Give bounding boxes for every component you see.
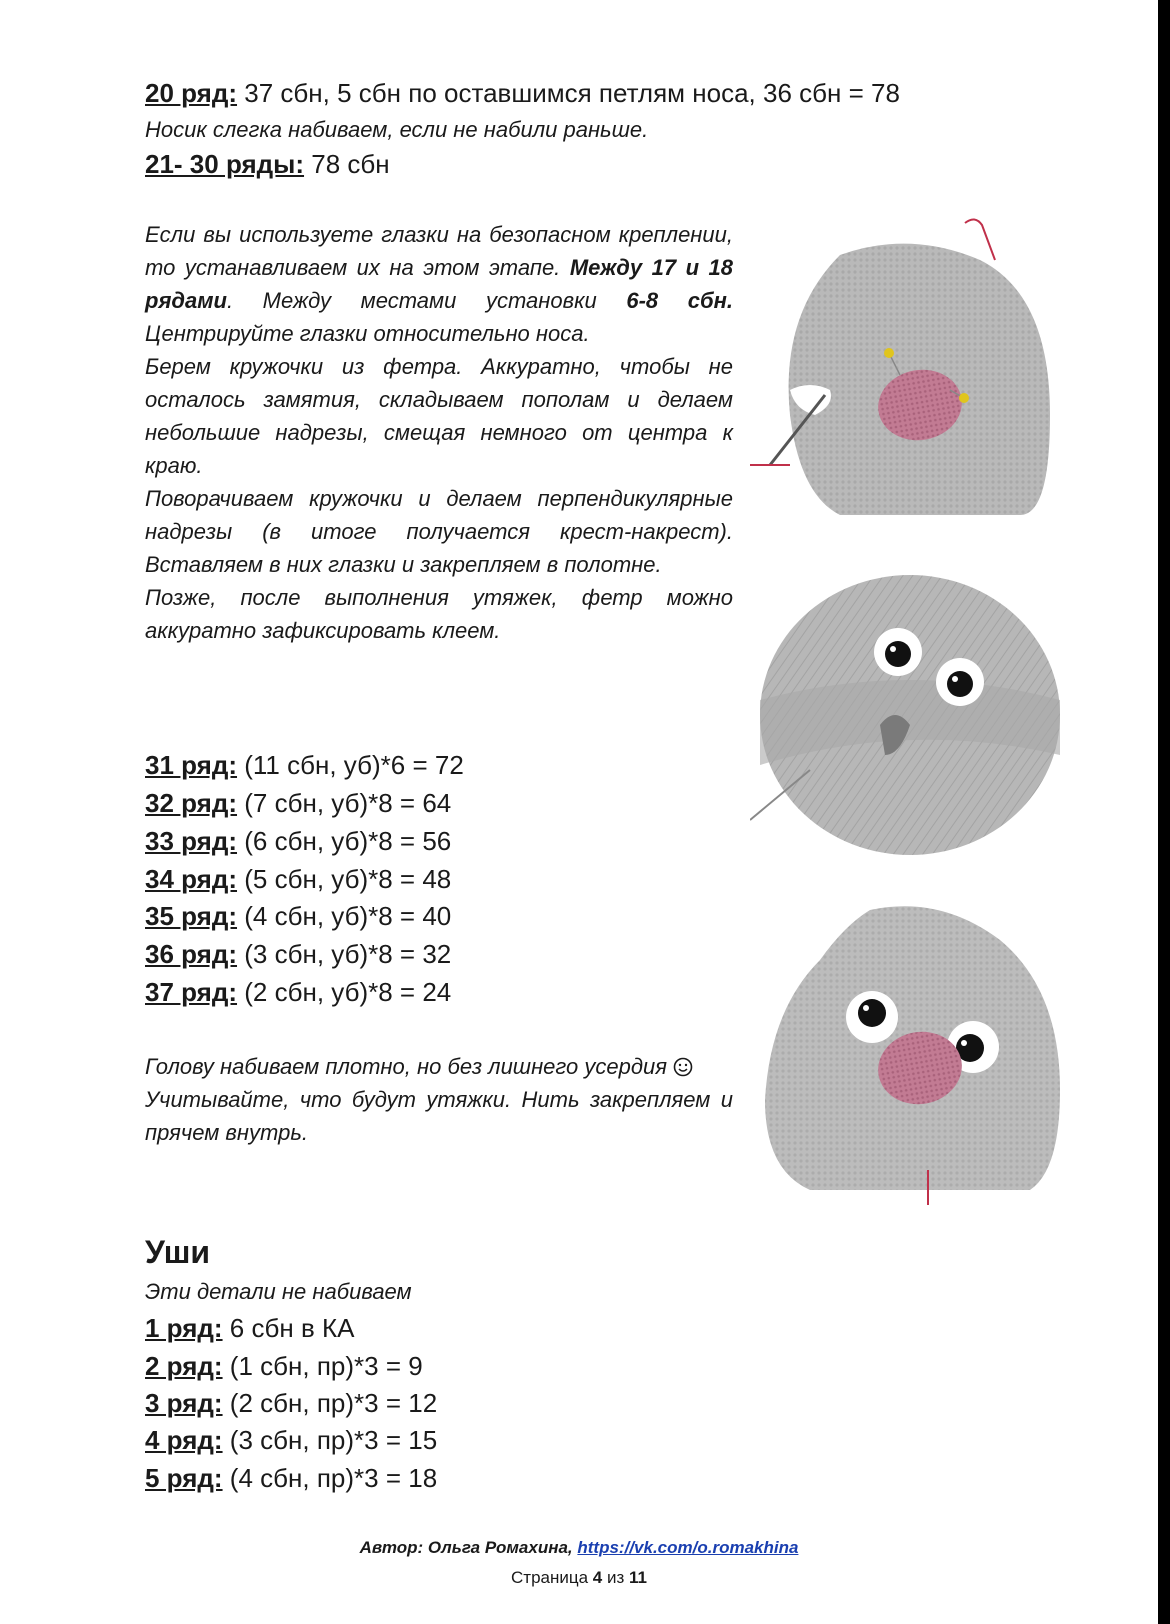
row-text: (2 сбн, пр)*3 = 12	[222, 1388, 438, 1418]
eyes-p3: Поворачиваем кружочки и делаем перпендикулярные надрезы (в итоге получается крест-накрест). Вставляем в них глазки и закрепляем в полотне.	[145, 486, 733, 577]
row-text: 6 сбн в КА	[222, 1313, 355, 1343]
row-32	[145, 787, 451, 819]
photo-yarn-ball-eyes	[750, 570, 1080, 860]
rows-21-30	[145, 148, 390, 180]
row-label: 1 ряд:	[145, 1313, 223, 1343]
row-label: 3 ряд:	[145, 1388, 223, 1418]
row-label: 35 ряд:	[145, 901, 238, 931]
stuffing-p1	[145, 1050, 733, 1083]
row-text: (7 сбн, уб)*8 = 64	[237, 788, 452, 818]
row-label: 20 ряд:	[145, 78, 238, 108]
eyes-p2: Берем кружочки из фетра. Аккуратно, чтобы не осталось замятия, складываем пополам и делаем небольшие надрезы, смещая немного от центра к краю.	[145, 354, 733, 478]
row-text: (2 сбн, уб)*8 = 24	[237, 977, 452, 1007]
ear-row-5	[145, 1462, 437, 1494]
ear-row-3	[145, 1387, 437, 1419]
ear-row-2	[145, 1350, 423, 1382]
row-text: (4 сбн, пр)*3 = 18	[222, 1463, 438, 1493]
row-20	[145, 77, 900, 109]
page-prefix: Страница	[511, 1568, 593, 1587]
ears-heading: Уши	[145, 1234, 211, 1270]
eyes-p4: Позже, после выполнения утяжек, фетр можно аккуратно зафиксировать клеем.	[145, 585, 733, 643]
row-label: 32 ряд:	[145, 788, 238, 818]
row-35	[145, 900, 451, 932]
row-37	[145, 976, 451, 1008]
page-middle: из	[602, 1568, 629, 1587]
row-label: 37 ряд:	[145, 977, 238, 1007]
row-33	[145, 825, 451, 857]
row-label: 34 ряд:	[145, 864, 238, 894]
nose-note: Носик слегка набиваем, если не набили раньше.	[145, 117, 649, 142]
page-current: 4	[592, 1568, 603, 1587]
text: . Между местами установки	[226, 288, 627, 313]
row-text: (1 сбн, пр)*3 = 9	[222, 1351, 423, 1381]
emphasis: 6-8 сбн.	[626, 288, 734, 313]
stuffing-p2: Учитывайте, что будут утяжки. Нить закрепляем и прячем внутрь.	[145, 1087, 733, 1145]
row-label: 31 ряд:	[145, 750, 238, 780]
row-label: 5 ряд:	[145, 1463, 223, 1493]
footer-page-number	[0, 1568, 1158, 1588]
row-36	[145, 938, 451, 970]
photo-head-with-nose	[750, 215, 1080, 535]
ear-row-4	[145, 1424, 437, 1456]
row-label: 2 ряд:	[145, 1351, 223, 1381]
eyes-instructions	[145, 218, 733, 647]
row-34	[145, 863, 451, 895]
row-31	[145, 749, 464, 781]
row-text: (11 сбн, уб)*6 = 72	[237, 750, 464, 780]
row-text: (6 сбн, уб)*8 = 56	[237, 826, 452, 856]
page-total: 11	[629, 1568, 647, 1587]
footer-author	[0, 1538, 1158, 1558]
text: Если вы используете глазки на безопасном креплении, то устанавливаем их на этом этапе.	[145, 222, 733, 280]
row-label: 33 ряд:	[145, 826, 238, 856]
row-text: (3 сбн, уб)*8 = 32	[237, 939, 452, 969]
row-text: (4 сбн, уб)*8 = 40	[237, 901, 452, 931]
emphasis: Между 17 и 18 рядами	[145, 255, 733, 313]
photo-head-with-eyes-nose	[750, 900, 1080, 1205]
stuffing-instructions	[145, 1050, 733, 1149]
author-link[interactable]: https://vk.com/o.romakhina	[577, 1538, 799, 1557]
row-label: 21- 30 ряды:	[145, 149, 305, 179]
row-text: 78 сбн	[304, 149, 390, 179]
text: Центрируйте глазки относительно носа.	[145, 321, 590, 346]
row-text: (5 сбн, уб)*8 = 48	[237, 864, 452, 894]
ears-note: Эти детали не набиваем	[145, 1279, 412, 1304]
text: Голову набиваем плотно, но без лишнего усердия	[145, 1054, 667, 1079]
row-label: 36 ряд:	[145, 939, 238, 969]
row-label: 4 ряд:	[145, 1425, 223, 1455]
row-text: (3 сбн, пр)*3 = 15	[222, 1425, 438, 1455]
author-label: Автор: Ольга Ромахина,	[359, 1538, 578, 1557]
ear-row-1	[145, 1312, 354, 1344]
eyes-p1	[145, 218, 733, 350]
smiley-icon	[673, 1057, 693, 1077]
row-text: 37 сбн, 5 сбн по оставшимся петлям носа, 36 сбн = 78	[237, 78, 900, 108]
